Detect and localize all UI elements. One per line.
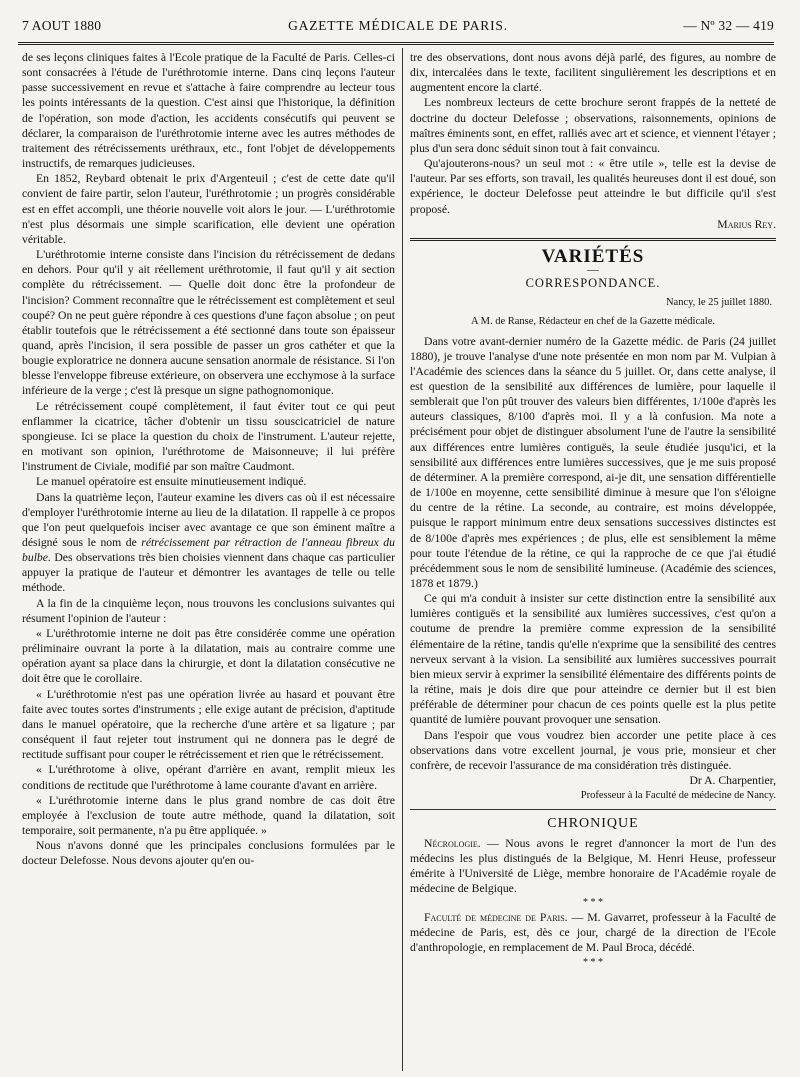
quote-paragraph: « L'uréthrotomie interne dans le plus grand nombre de cas doit être employée à l'exclusion de toute autre méthode, quand la dilatation, soit temporaire, soit permanente, n'a pu être appliquée. » xyxy=(22,793,395,837)
text-run: — Nous avons le regret d'annoncer la mort de l'un des médecins les plus distingués de la Belgique, M. Henri Heuse, professeur émérite à l'Université de Liège, membre honoraire de l'Académie royale de médecine de Belgique. xyxy=(410,836,776,895)
paragraph: tre des observations, dont nous avons déjà parlé, des figures, au nombre de dix, intercalées dans le texte, facilitent singulièrement les descriptions et en augmentent encore la clarté. xyxy=(410,51,776,95)
paragraph xyxy=(22,490,395,596)
signature-title: Professeur à la Faculté de médecine de Nancy. xyxy=(580,790,776,802)
right-column xyxy=(410,50,776,1071)
header-rule xyxy=(18,42,774,45)
paragraph: Le rétrécissement coupé complètement, il faut éviter tout ce qui peut enflammer la cicatrice, tâcher d'obtenir un tissu souscicatriciel de nature spongieuse. Ici se place la question du choix de l'instrument. L'auteur rejette, en motivant son opinion, l'uréthrotome de Maisonneuve; il lui préfère l'instrument de Civiale, modifié par son maître Caudmont. xyxy=(22,399,395,474)
paragraph: de ses leçons cliniques faites à l'Ecole pratique de la Faculté de Paris. Celles-ci sont consacrées à l'étude de l'uréthrotomie interne. Dans cinq leçons l'auteur passe successivement en revue et s'attache à faire comprendre au lecteur tous les points intéressants de la question. C'est ainsi que l'historique, la définition de l'opération, son mode d'action, les accidents consécutifs qui peuvent se déclarer, la comparaison de l'uréthrotomie interne avec les autres méthodes de traitement des rétrécissements uréthraux, etc., font l'objet de développements instructifs, de remarques judicieuses. xyxy=(22,51,395,171)
paragraph: Les nombreux lecteurs de cette brochure seront frappés de la netteté de doctrine du docteur Delefosse ; observations, raisonnements, opinions de maîtres éminents sont, en effet, ralliés avec art et science, et viennent l'étayer ; plus d'un sera donc séduit sinon tout à fait convaincu. xyxy=(410,96,776,155)
quote-paragraph: « L'uréthrotome à olive, opérant d'arrière en avant, remplit mieux les conditions de rectitude que l'uréthrotome à lame courante d'avant en arrière. xyxy=(22,763,395,792)
section-title-chronique: CHRONIQUE xyxy=(410,809,776,831)
left-column xyxy=(22,50,395,1071)
signature: Dr A. Charpentier, xyxy=(689,774,776,788)
quote-paragraph: « L'uréthrotomie interne ne doit pas être considérée comme une opération préliminaire ouvrant la porte à la dilatation, mais au contraire comme une opération ayant sa place dans la chirurgie, et dont la dilatation consécutive ne doit être que le corollaire. xyxy=(22,626,395,686)
asterism: * * * xyxy=(583,897,603,909)
signature: Marius Rey. xyxy=(717,217,776,231)
item-label: Faculté de médecine de Paris. xyxy=(424,911,568,925)
letter-date: Nancy, le 25 juillet 1880. xyxy=(665,297,772,309)
paragraph: Dans l'espoir que vous voudrez bien accorder une petite place à ces observations dans votre excellent journal, je vous prie, monsieur et cher confrère, de recevoir l'assurance de ma considération très distinguée. xyxy=(410,728,776,772)
text-run: Dans la quatrième leçon, l'auteur examine les divers cas où il est nécessaire d'employer l'uréthrotomie interne au lieu de la dilatation. Il rappelle à ce propos que l'on peut quelquefois inciser avec avantage ce que son éminent maître a désigné sous le nom de xyxy=(22,490,395,549)
paragraph xyxy=(410,836,776,897)
header-title: GAZETTE MÉDICALE DE PARIS. xyxy=(288,18,508,33)
italic-term: rétrécissement par rétraction de l'anneau fibreux du bulbe. xyxy=(22,536,395,565)
paragraph: Nous n'avons donné que les principales conclusions formulées par le docteur Delefosse. Nous devons ajouter qu'en ou- xyxy=(22,839,395,868)
subsection-title: CORRESPONDANCE. xyxy=(525,276,661,291)
paragraph: L'uréthrotomie interne consiste dans l'incision du rétrécissement de dedans en dehors. Pour qu'il y ait réellement uréthrotomie, il faut qu'il y ait section complète du rétrécissement. — Quelle doit donc être la profondeur de l'incision? Comment reconnaître que le rétrécissement est complètement et seul coupé? On ne peut guère répondre à ces questions d'une façon absolue ; on peut établir toutefois que le rétrécissement a été sectionné dans toute son épaisseur quand, après l'incision, il sera possible de passer un gros cathéter et que la bougie exploratrice ne donnera aucune sensation anormale de résistance. Si l'on blesse l'enveloppe fibreuse extérieure, on observera une ecchymose à la surface inférieure de la verge ; c'est là presque un signe pathognomonique. xyxy=(22,248,395,398)
header-issue-number: — Nº 32 — 419 xyxy=(683,18,774,33)
paragraph: En 1852, Reybard obtenait le prix d'Argenteuil ; c'est de cette date qu'il convient de faire partir, selon l'auteur, l'uréthrotomie ; un progrès considérable est en effet accompli, une théorie nouvelle voit alors le jour. — L'uréthrotomie n'est plus désormais une simple scarification, elle devient une opération véritable. xyxy=(22,172,395,246)
paragraph: Dans votre avant-dernier numéro de la Gazette médic. de Paris (24 juillet 1880), je trouve l'analyse d'une note présentée en mon nom par M. Vulpian à l'Académie des sciences dans la séance du 5 juillet. Or, dans cette analyse, il est question de la sensibilité aux différences de lumière, pour laquelle il semblerait que l'on pût trouver des valeurs bien différentes, 1/100e d'après les auteurs classiques, 8/100 d'après moi. Il y a là confusion. Ma note a précisément pour objet de distinguer absolument l'une de l'autre la sensibilité aux différences entre lumières contiguës, la seule étudiée jusqu'ici, et la sensibilité aux différences entre lumières successives, que je me suis proposé de déterminer. A la première correspond, ai-je dit, une sensation différentielle de 1/100e en moyenne, cette sensibilité diminue à mesure que l'on s'éloigne du centre de la rétine. La seconde, au contraire, est moins développée, puisque le rapport minimum entre deux sensations successives distinctes est de 8/100e d'après mes expériences ; de plus, elle est sensiblement la même pour toute l'étendue de la rétine, ce qui la rapproche de ce que j'ai étudié précédemment sous le nom de sensibilité lumineuse. (Académie des sciences, 1878 et 1879.) xyxy=(410,334,776,590)
paragraph: Qu'ajouterons-nous? un seul mot : « être utile », telle est la devise de l'auteur. Par ses efforts, son travail, les qualités heureuses dont il est doué, son expérience, le docteur Delefosse peut atteindre le but difficile qu'il s'est proposé. xyxy=(410,157,776,216)
paragraph: Ce qui m'a conduit à insister sur cette distinction entre la sensibilité aux lumières contiguës et la sensibilité aux lumières successives, c'est qu'on a coutume de prendre la première comme expression de la sensibilité élémentaire de la rétine, tandis qu'elle n'exprime que la sensibilité des centres nerveux servant à la vision. La sensibilité aux lumières successives pourrait bien mieux servir à exprimer la sensibilité élémentaire des différents points de la rétine, mais je dois dire que pour atteindre ce dernier but il est bien préférable de déterminer pour chacun de ces points quelle est la plus petite quantité de lumière pouvant provoquer une sensation. xyxy=(410,592,776,727)
paragraph: A la fin de la cinquième leçon, nous trouvons les conclusions suivantes qui résument l'opinion de l'auteur : xyxy=(22,596,395,625)
text-run: Des observations très bien choisies viennent dans chaque cas particulier appuyer la pratique de l'auteur et démontrer les avantages de telle ou telle méthode. xyxy=(22,551,395,595)
section-title-varietes: VARIÉTÉS xyxy=(541,245,645,267)
text-run: — M. Gavarret, professeur à la Faculté de médecine de Paris, est, dès ce jour, chargé de la direction de l'Ecole d'anthropologie, en remplacement de M. Paul Broca, décédé. xyxy=(410,911,776,955)
item-label: Nécrologie. xyxy=(424,836,481,850)
page-header xyxy=(22,18,774,38)
asterism: * * * xyxy=(583,956,603,968)
paragraph: Le manuel opératoire est ensuite minutieusement indiqué. xyxy=(36,475,307,489)
title-dash: — xyxy=(587,263,599,277)
section-rule xyxy=(410,238,776,241)
quote-paragraph: « L'uréthrotomie n'est pas une opération livrée au hasard et pouvant être faite avec toutes sortes d'instruments ; elle exige autant de précision, d'aptitude dans le manuel opératoire, que la recherche d'une artère et sa ligature ; par conséquent il faut rejeter tout instrument qui ne donnera pas le degré de rectitude suffisant pour couper le rétrécissement et rien que le rétrécissement. xyxy=(22,687,395,762)
letter-address: A M. de Ranse, Rédacteur en chef de la Gazette médicale. xyxy=(470,316,715,328)
header-date: 7 AOUT 1880 xyxy=(22,18,102,33)
column-divider xyxy=(402,48,403,1071)
paragraph xyxy=(410,910,776,955)
